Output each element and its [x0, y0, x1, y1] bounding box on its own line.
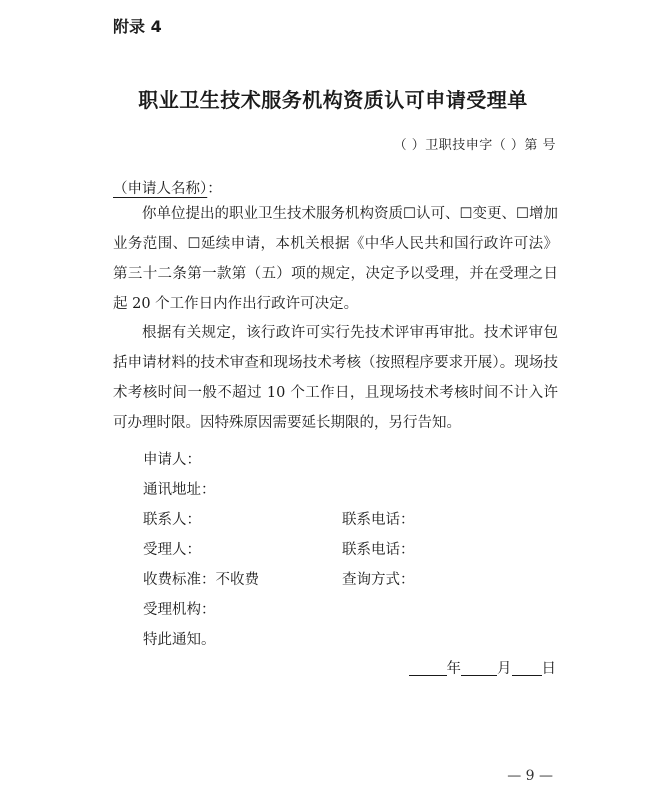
field-agency: 受理机构：	[143, 602, 216, 618]
field-receiver: 受理人：	[143, 542, 201, 558]
month-label: 月	[497, 661, 512, 677]
field-receiver-phone: 联系电话：	[342, 542, 415, 558]
field-fee: 收费标准：不收费	[143, 572, 259, 588]
field-contact: 联系人：	[143, 512, 201, 528]
date-line	[409, 657, 557, 678]
field-address: 通讯地址：	[143, 482, 216, 498]
month-blank	[461, 659, 497, 676]
notice-text: 特此通知。	[143, 632, 216, 648]
field-inquiry: 查询方式：	[342, 572, 415, 588]
year-blank	[409, 659, 447, 676]
document-title: 职业卫生技术服务机构资质认可申请受理单	[138, 88, 528, 112]
field-applicant: 申请人：	[143, 452, 201, 468]
document-number: （ ）卫职技申字（ ）第 号	[393, 138, 556, 153]
applicant-name-line	[113, 177, 222, 198]
applicant-name-placeholder: （申请人名称）	[113, 181, 208, 197]
page-number: — 9 —	[507, 768, 553, 784]
acceptance-paragraph: 你单位提出的职业卫生技术服务机构资质☐认可、☐变更、☐增加业务范围、☐延续申请，本机关根据《中华人民共和国行政许可法》第三十二条第一款第（五）项的规定，决定予以受理，并在受理之日起 20 个工作日内作出行政许可决定。	[113, 206, 558, 312]
review-paragraph: 根据有关规定，该行政许可实行先技术评审再审批。技术评审包括申请材料的技术审查和现场技术考核（按照程序要求开展）。现场技术考核时间一般不超过 10 个工作日，且现场技术考核时间不计入许可办理时限。因特殊原因需要延长期限的，另行告知。	[113, 325, 558, 431]
appendix-label: 附录 4	[113, 17, 162, 36]
day-blank	[512, 659, 542, 676]
year-label: 年	[446, 661, 461, 677]
field-contact-phone: 联系电话：	[342, 512, 415, 528]
applicant-colon: ：	[207, 181, 222, 197]
day-label: 日	[541, 661, 556, 677]
